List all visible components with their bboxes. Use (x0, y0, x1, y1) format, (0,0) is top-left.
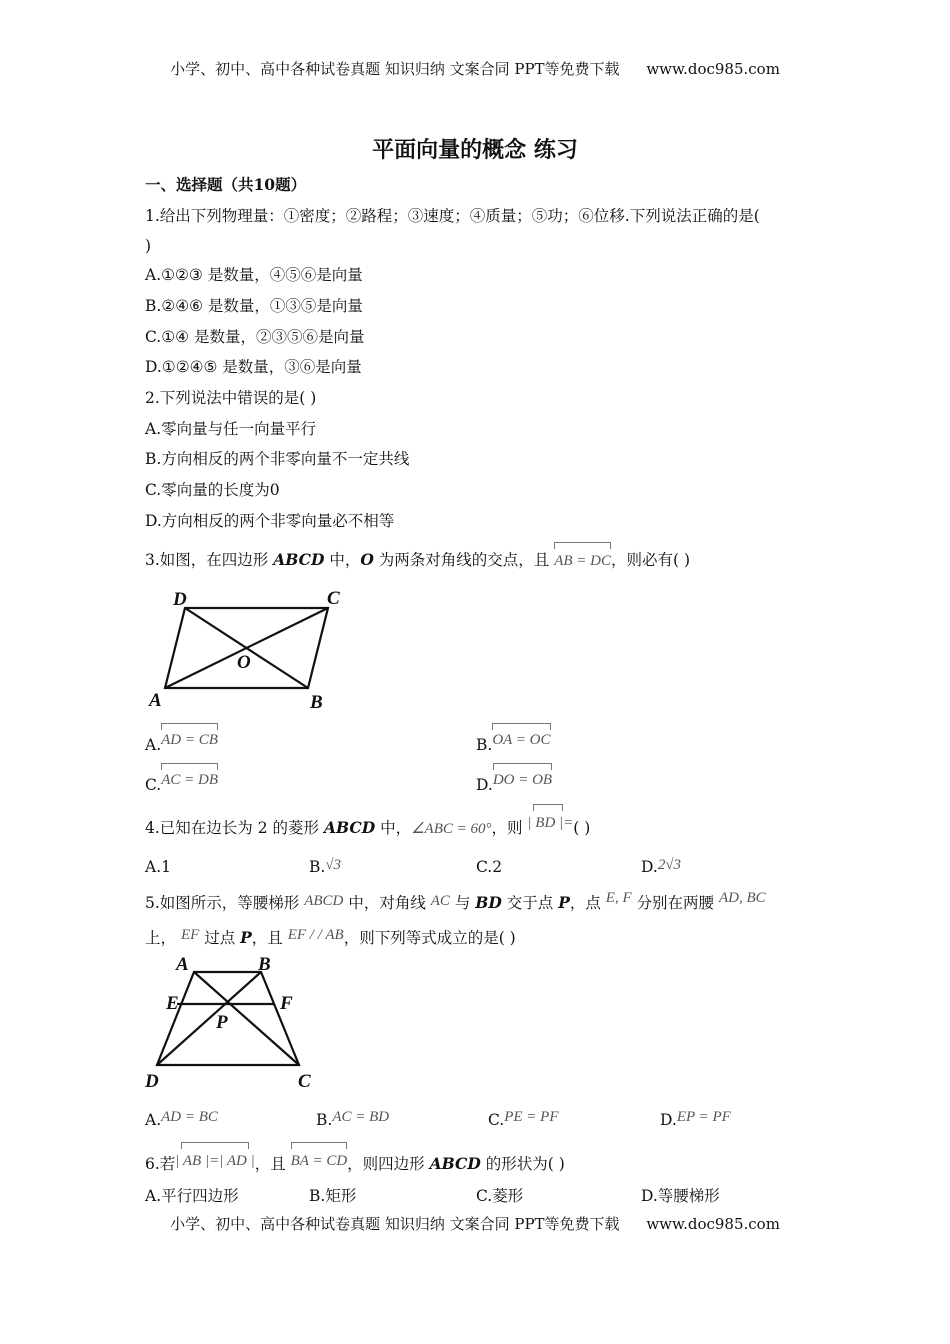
q4-option-a: A.1 (145, 858, 171, 876)
q3-stem (145, 550, 690, 571)
header-text: 小学、初中、高中各种试卷真题 知识归纳 文案合同 PPT等免费下载 (170, 60, 620, 78)
q3-label-c: C (327, 588, 340, 609)
q4-expr: | BD |= (527, 815, 574, 831)
q3-parallelogram-figure (145, 582, 365, 717)
q4-angle: ∠ABC = 60° (411, 821, 492, 837)
q5-option-d-expr: EP = PF (676, 1109, 731, 1125)
q5-l1-f: 分别在两腰 (631, 894, 719, 912)
q4-option-c: C.2 (476, 858, 503, 876)
q3-diagonal-ca (165, 608, 328, 688)
q5-label-d: D (145, 1071, 159, 1092)
q4-stem (145, 815, 591, 839)
q1-stem: 1.给出下列物理量：①密度；②路程；③速度；④质量；⑤功；⑥位移.下列说法正确的是( (145, 207, 760, 225)
q3-stem-a: 3.如图，在四边形 (145, 551, 274, 569)
q3-stem-b: 中， (324, 551, 361, 569)
q5-option-d (660, 1111, 731, 1130)
q5-ef: E, F (605, 890, 632, 906)
q4-option-d-math: 2√3 (657, 857, 682, 873)
q5-l1-c: 与 (449, 894, 476, 912)
q3-option-d-letter: D. (476, 776, 493, 794)
q4-stem-d: ( ) (573, 819, 591, 837)
header-site[interactable]: www.doc985.com (646, 60, 780, 78)
footer-site[interactable]: www.doc985.com (646, 1215, 780, 1233)
q5-option-d-letter: D. (660, 1111, 677, 1129)
q3-option-a-expr: AD = CB (161, 732, 218, 748)
q5-option-a (145, 1111, 218, 1130)
q3-stem-d: ，则必有( ) (611, 551, 691, 569)
q6-stem-b: ，且 (254, 1155, 291, 1173)
q5-label-a: A (176, 954, 189, 975)
page-header (0, 58, 950, 79)
q3-option-c (145, 772, 219, 795)
q2-stem: 2.下列说法中错误的是( ) (145, 389, 317, 407)
q3-condition (554, 551, 611, 571)
q6-option-b: B.矩形 (309, 1187, 357, 1205)
q1-option-b: B.②④⑥ 是数量，①③⑤是向量 (145, 297, 363, 315)
q5-option-c-letter: C. (488, 1111, 505, 1129)
q5-label-c: C (298, 1071, 311, 1092)
q4-abcd: ABCD (323, 818, 376, 837)
q5-l2-b: 过点 (199, 929, 241, 947)
q3-option-a-letter: A. (145, 736, 162, 754)
q5-option-b-letter: B. (316, 1111, 333, 1129)
q6-option-c: C.菱形 (476, 1187, 524, 1205)
q3-label-o: O (237, 652, 251, 673)
q3-option-d (476, 772, 553, 795)
q4-stem-a: 4.已知在边长为 2 的菱形 (145, 819, 324, 837)
q5-l1-b: 中，对角线 (343, 894, 431, 912)
q3-o: O (360, 550, 374, 569)
q5-stem-line2 (145, 928, 516, 949)
q3-label-a: A (149, 690, 162, 711)
q5-l1-d: 交于点 (501, 894, 559, 912)
q5-par: EF / / AB (287, 927, 344, 943)
q5-option-a-letter: A. (145, 1111, 162, 1129)
q5-stem-line1 (145, 890, 766, 914)
q1-option-a: A.①②③ 是数量，④⑤⑥是向量 (145, 266, 363, 284)
q5-label-p: P (216, 1012, 228, 1033)
q6-stem-d: 的形状为( ) (480, 1155, 565, 1173)
section-heading: 一、选择题（共10题） (145, 175, 307, 194)
q5-ef2: EF (180, 927, 200, 943)
q5-l1-a: 5.如图所示，等腰梯形 (145, 894, 305, 912)
q3-cond-text: AB = DC (554, 553, 612, 569)
q3-option-a (145, 732, 218, 755)
q5-trap: ABCD (304, 893, 344, 909)
q5-ac: AC (430, 893, 450, 909)
q6-stem-c: ，则四边形 (347, 1155, 430, 1173)
q3-option-b-letter: B. (476, 736, 493, 754)
q6-stem-a: 6.若 (145, 1155, 176, 1173)
q3-option-b-expr: OA = OC (492, 732, 551, 748)
page-title: 平面向量的概念 练习 (372, 137, 578, 163)
q5-legs: AD, BC (718, 890, 766, 906)
q5-label-e: E (166, 993, 179, 1014)
q3-option-d-expr: DO = OB (492, 772, 553, 788)
q5-l1-e: ，点 (569, 894, 606, 912)
q1-option-c: C.①④ 是数量，②③⑤⑥是向量 (145, 328, 365, 346)
q5-p: P (558, 893, 570, 912)
q6-expr2: BA = CD (290, 1153, 348, 1169)
q3-label-b: B (310, 692, 323, 713)
q5-option-c-expr: PE = PF (504, 1109, 559, 1125)
q3-option-c-expr: AC = DB (161, 772, 219, 788)
q1-option-d: D.①②④⑤ 是数量，③⑥是向量 (145, 358, 362, 376)
q5-p2: P (240, 928, 252, 947)
footer-text: 小学、初中、高中各种试卷真题 知识归纳 文案合同 PPT等免费下载 (170, 1215, 620, 1233)
q6-stem (145, 1154, 565, 1175)
q3-label-d: D (173, 589, 187, 610)
q3-option-b (476, 732, 551, 755)
q5-label-b: B (258, 954, 271, 975)
q6-option-d: D.等腰梯形 (641, 1187, 720, 1205)
q6-expr1: | AB |=| AD | (175, 1153, 255, 1169)
q2-option-b: B.方向相反的两个非零向量不一定共线 (145, 450, 410, 468)
q5-trapezoid-figure (140, 952, 340, 1097)
q4-option-b (309, 858, 341, 877)
page-footer (0, 1213, 950, 1234)
q3-abcd: ABCD (273, 550, 325, 569)
q4-stem-c: ，则 (491, 819, 528, 837)
q4-option-b-math: √3 (325, 857, 342, 873)
q5-l2-d: ，则下列等式成立的是( ) (343, 929, 516, 947)
q3-stem-c: 为两条对角线的交点，且 (373, 551, 555, 569)
q4-option-d (641, 858, 681, 877)
q2-option-a: A.零向量与任一向量平行 (145, 420, 317, 438)
q5-l2-a: 上， (145, 929, 181, 947)
q5-trapezoid (157, 972, 299, 1065)
q1-stem-close: ) (145, 237, 152, 255)
q5-bd: BD (475, 893, 502, 912)
q2-option-c: C.零向量的长度为0 (145, 481, 280, 499)
q5-l2-c: ，且 (251, 929, 288, 947)
q4-stem-b: 中， (375, 819, 412, 837)
q5-label-f: F (280, 993, 293, 1014)
q4-option-b-letter: B. (309, 858, 326, 876)
q5-option-b (316, 1111, 389, 1130)
q5-option-a-expr: AD = BC (161, 1109, 218, 1125)
q2-option-d: D.方向相反的两个非零向量必不相等 (145, 512, 395, 530)
q6-abcd: ABCD (429, 1154, 481, 1173)
q5-option-c (488, 1111, 559, 1130)
q3-option-c-letter: C. (145, 776, 162, 794)
q5-option-b-expr: AC = BD (332, 1109, 390, 1125)
q6-option-a: A.平行四边形 (145, 1187, 239, 1205)
q4-option-d-letter: D. (641, 858, 658, 876)
